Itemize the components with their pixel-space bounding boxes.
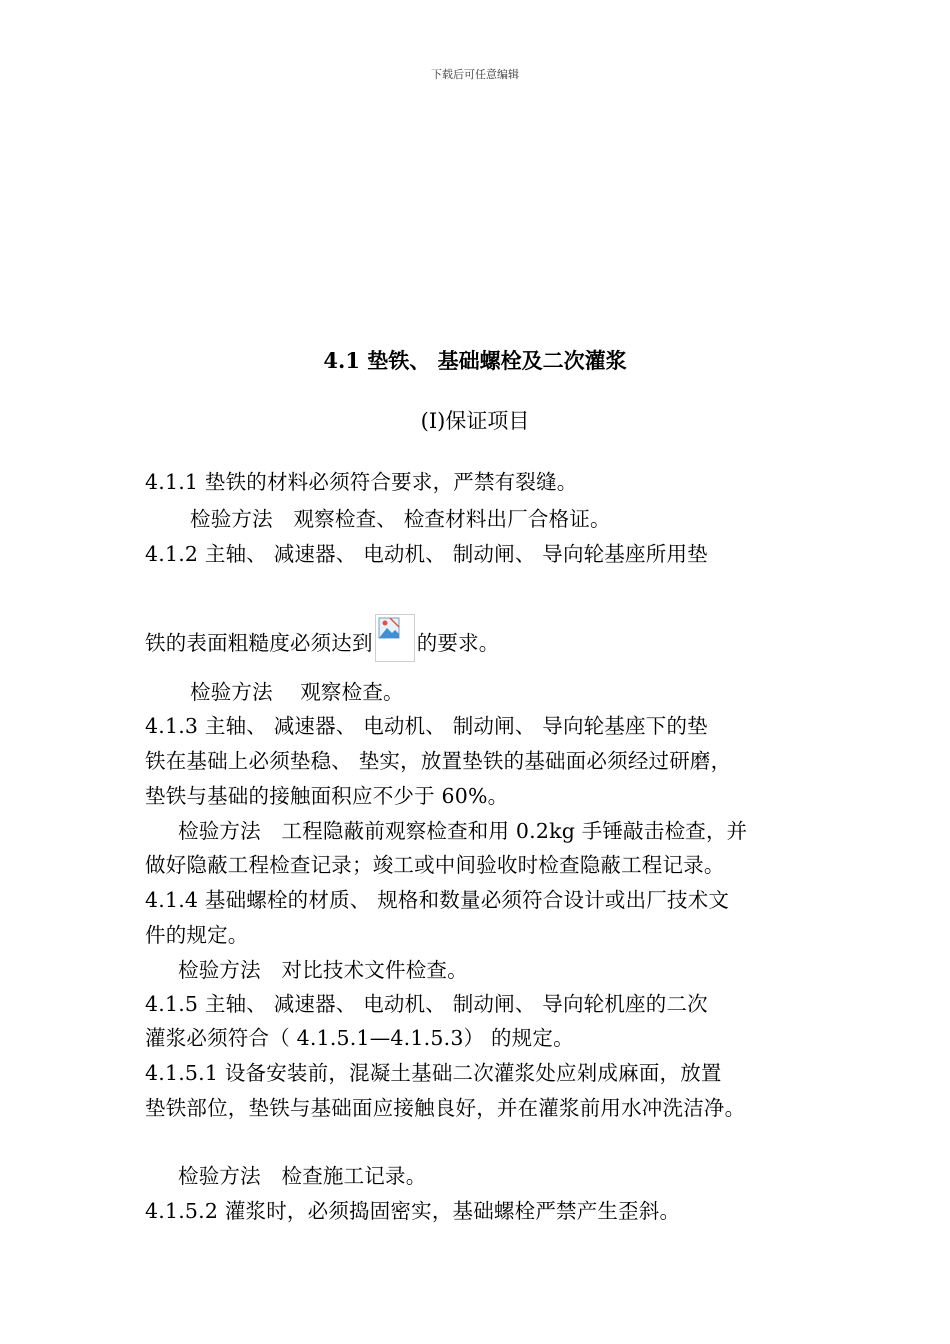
subsection-title: (I)保证项目 <box>420 409 530 433</box>
broken-image-icon <box>375 614 415 662</box>
inspection-method-4: 检验方法 对比技术文件检查。 <box>178 958 468 982</box>
clause-4-1-5-2: 4.1.5.2 灌浆时，必须捣固密实，基础螺栓严禁产生歪斜。 <box>145 1199 681 1223</box>
header-note: 下载后可任意编辑 <box>431 68 519 81</box>
inspection-method-2: 检验方法 观察检查。 <box>190 680 404 704</box>
requirement-text: 的要求。 <box>416 631 500 655</box>
roughness-text: 铁的表面粗糙度必须达到 <box>145 631 373 655</box>
inspection-method-3-cont: 做好隐蔽工程检查记录；竣工或中间验收时检查隐蔽工程记录。 <box>145 853 725 877</box>
clause-4-1-3-cont-2: 垫铁与基础的接触面积应不少于 60%。 <box>145 784 509 808</box>
clause-4-1-4: 4.1.4 基础螺栓的材质、 规格和数量必须符合设计或出厂技术文 <box>145 888 730 912</box>
clause-4-1-5-1-cont: 垫铁部位，垫铁与基础面应接触良好，并在灌浆前用水冲洗洁净。 <box>145 1096 746 1120</box>
clause-4-1-3-cont-1: 铁在基础上必须垫稳、 垫实，放置垫铁的基础面必须经过研磨， <box>145 749 732 773</box>
section-title: 4.1 垫铁、 基础螺栓及二次灌浆 <box>323 348 627 373</box>
clause-4-1-5: 4.1.5 主轴、 减速器、 电动机、 制动闸、 导向轮机座的二次 <box>145 992 708 1016</box>
clause-4-1-5-1: 4.1.5.1 设备安装前，混凝土基础二次灌浆处应剁成麻面，放置 <box>145 1061 722 1085</box>
clause-4-1-4-cont: 件的规定。 <box>145 923 249 947</box>
clause-4-1-2-cont <box>145 614 500 662</box>
clause-4-1-3: 4.1.3 主轴、 减速器、 电动机、 制动闸、 导向轮基座下的垫 <box>145 714 708 738</box>
clause-4-1-5-cont: 灌浆必须符合（ 4.1.5.1—4.1.5.3） 的规定。 <box>145 1026 574 1050</box>
inspection-method-3: 检验方法 工程隐蔽前观察检查和用 0.2kg 手锤敲击检查，并 <box>178 819 748 843</box>
clause-4-1-2: 4.1.2 主轴、 减速器、 电动机、 制动闸、 导向轮基座所用垫 <box>145 542 708 566</box>
clause-4-1-1: 4.1.1 垫铁的材料必须符合要求，严禁有裂缝。 <box>145 470 578 494</box>
inspection-method-1: 检验方法 观察检查、 检查材料出厂合格证。 <box>190 507 611 531</box>
inspection-method-5: 检验方法 检查施工记录。 <box>178 1164 427 1188</box>
